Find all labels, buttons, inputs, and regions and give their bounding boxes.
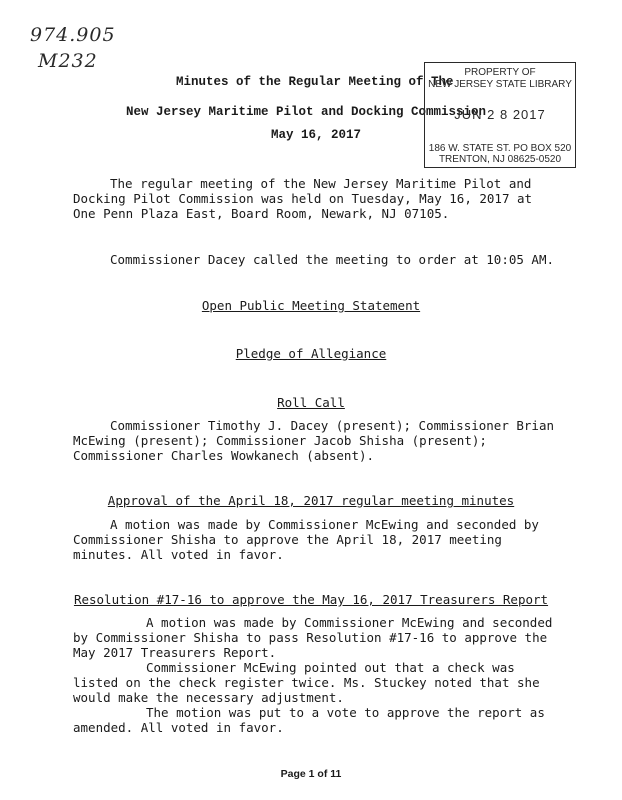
approval-line2: Commissioner Shisha to approve the April 18, 2017 meeting: [73, 532, 502, 547]
heading-approval-minutes: Approval of the April 18, 2017 regular meeting minutes: [107, 493, 515, 508]
resolution-line6: would make the necessary adjustment.: [73, 690, 344, 705]
resolution-line4: Commissioner McEwing pointed out that a check was: [146, 660, 515, 675]
stamp-received-date: JUN 2 8 2017: [454, 107, 546, 122]
call-to-order: Commissioner Dacey called the meeting to order at 10:05 AM.: [110, 252, 555, 267]
document-title-line1: Minutes of the Regular Meeting of The: [176, 75, 454, 89]
intro-line1: The regular meeting of the New Jersey Maritime Pilot and: [110, 176, 532, 191]
stamp-library-name: NEW JERSEY STATE LIBRARY: [428, 79, 572, 90]
library-stamp: [424, 62, 576, 168]
intro-line3: One Penn Plaza East, Board Room, Newark, NJ 07105.: [73, 206, 450, 221]
resolution-line5: listed on the check register twice. Ms. Stuckey noted that she: [73, 675, 540, 690]
heading-roll-call: Roll Call: [277, 395, 345, 410]
document-date: May 16, 2017: [271, 128, 362, 142]
approval-line3: minutes. All voted in favor.: [73, 547, 284, 562]
roll-call-line1: Commissioner Timothy J. Dacey (present); Commissioner Brian: [110, 418, 555, 433]
document-title-line2: New Jersey Maritime Pilot and Docking Commission: [126, 105, 487, 119]
page-number: Page 1 of 11: [280, 768, 342, 780]
heading-open-public-meeting: Open Public Meeting Statement: [201, 298, 421, 313]
resolution-line2: by Commissioner Shisha to pass Resolution #17-16 to approve the: [73, 630, 548, 645]
approval-line1: A motion was made by Commissioner McEwing and seconded by: [110, 517, 539, 532]
roll-call-line3: Commissioner Charles Wowkanech (absent).: [73, 448, 375, 463]
stamp-property-of: PROPERTY OF: [464, 67, 536, 78]
roll-call-line2: McEwing (present); Commissioner Jacob Shisha (present);: [73, 433, 487, 448]
stamp-address: 186 W. STATE ST. PO BOX 520: [428, 143, 572, 154]
handwritten-catalog-code: M232: [38, 50, 98, 72]
intro-line2: Docking Pilot Commission was held on Tuesday, May 16, 2017 at: [73, 191, 533, 206]
resolution-line3: May 2017 Treasurers Report.: [73, 645, 277, 660]
resolution-line8: amended. All voted in favor.: [73, 720, 284, 735]
heading-resolution-treasurers-report: Resolution #17-16 to approve the May 16, 2017 Treasurers Report: [73, 592, 549, 607]
resolution-line1: A motion was made by Commissioner McEwing and seconded: [146, 615, 553, 630]
resolution-line7: The motion was put to a vote to approve the report as: [146, 705, 545, 720]
handwritten-catalog-number: 974.905: [30, 24, 116, 46]
heading-pledge: Pledge of Allegiance: [235, 346, 387, 361]
stamp-city: TRENTON, NJ 08625-0520: [438, 154, 562, 165]
